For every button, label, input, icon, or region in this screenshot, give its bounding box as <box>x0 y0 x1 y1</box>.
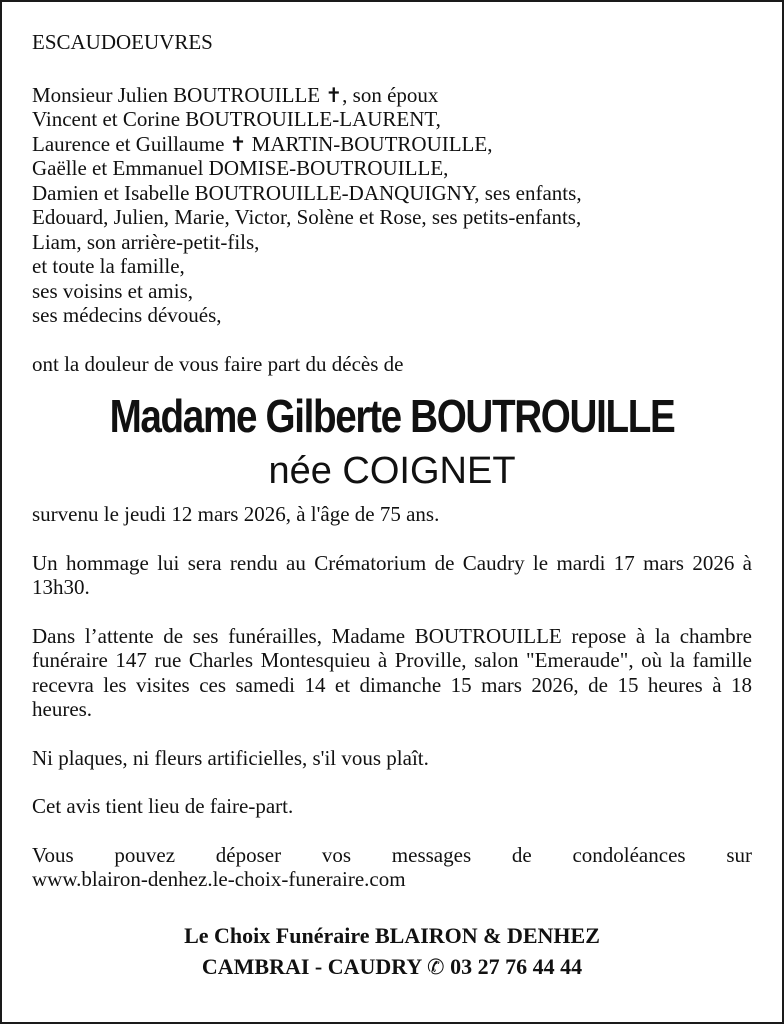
condolences-link[interactable]: www.blairon-denhez.le-choix-funeraire.com <box>32 867 406 891</box>
condolences <box>32 843 752 892</box>
family-list <box>32 83 752 328</box>
latin-cross-icon: ✝ <box>325 82 343 107</box>
no-flowers-note: Ni plaques, ni fleurs artificielles, s'il vous plaît. <box>32 745 429 770</box>
family-line: Edouard, Julien, Marie, Victor, Solène et Rose, ses petits-enfants, <box>32 205 582 229</box>
phone-number[interactable]: 03 27 76 44 44 <box>450 953 583 979</box>
death-info: survenu le jeudi 12 mars 2026, à l'âge de 75 ans. <box>32 502 440 526</box>
repose-info: Dans l’attente de ses funérailles, Madame BOUTROUILLE repose à la chambre funéraire 147 rue Charles Montesquieu à Proville, salon "Emeraude", où la famille recevra les visites ces samedi 14 et dimanche 15 mars 2026, de 15 heures à 18 heures. <box>32 623 752 721</box>
family-line: ses voisins et amis, <box>32 278 193 303</box>
family-line: Monsieur Julien BOUTROUILLE ✝, son époux <box>32 82 439 107</box>
family-line: ses médecins dévoués, <box>32 303 222 327</box>
family-line: Gaëlle et Emmanuel DOMISE-BOUTROUILLE, <box>32 156 449 180</box>
funeral-home-contact: CAMBRAI - CAUDRY ✆ 03 27 76 44 44 <box>201 953 583 979</box>
family-line: Damien et Isabelle BOUTROUILLE-DANQUIGNY, ses enfants, <box>32 180 582 205</box>
family-line: et toute la famille, <box>32 254 185 278</box>
maiden-name: née COIGNET <box>268 450 516 492</box>
notice-note: Cet avis tient lieu de faire-part. <box>32 794 294 818</box>
condolences-text: Vous pouvez déposer vos messages de condoléances sur <box>32 842 752 867</box>
obituary-notice <box>32 30 752 983</box>
latin-cross-icon: ✝ <box>229 131 247 156</box>
place-name: ESCAUDOEUVRES <box>32 30 213 54</box>
funeral-home-name: Le Choix Funéraire BLAIRON & DENHEZ <box>184 922 600 948</box>
family-line: Liam, son arrière-petit-fils, <box>32 229 260 254</box>
deceased-name: Madame Gilberte BOUTROUILLE <box>109 390 675 442</box>
funeral-home <box>32 920 752 983</box>
family-line: Vincent et Corine BOUTROUILLE-LAURENT, <box>32 107 441 131</box>
family-line: Laurence et Guillaume ✝ MARTIN-BOUTROUILLE, <box>32 131 493 156</box>
tribute-info: Un hommage lui sera rendu au Crématorium de Caudry le mardi 17 mars 2026 à 13h30. <box>32 550 752 599</box>
announcement-intro: ont la douleur de vous faire part du décès de <box>32 351 404 376</box>
telephone-icon: ✆ <box>427 954 445 979</box>
